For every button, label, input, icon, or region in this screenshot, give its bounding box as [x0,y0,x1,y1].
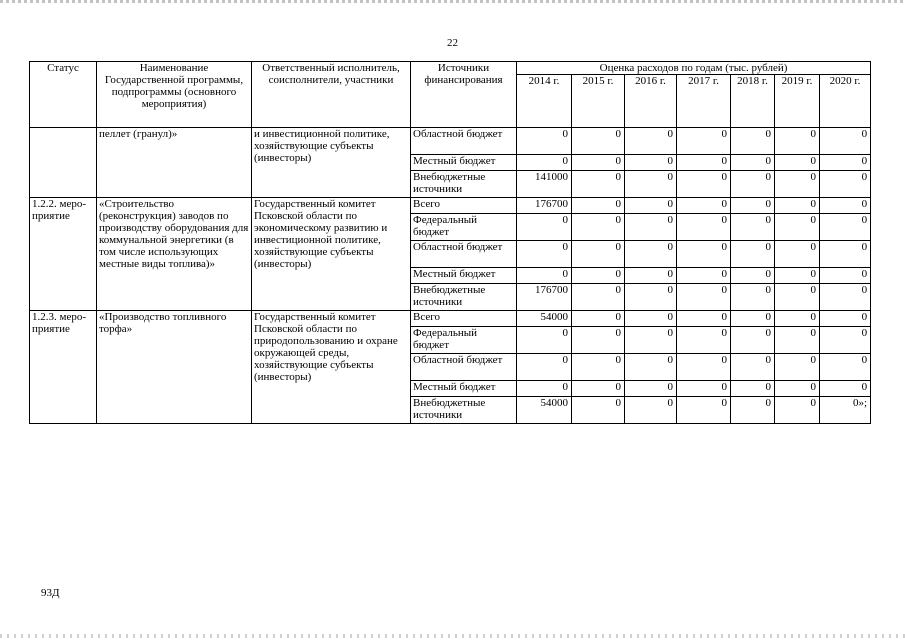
source-cell: Внебюджетные источники [411,397,517,424]
header-year: 2020 г. [820,75,871,128]
value-cell: 0 [820,381,871,397]
source-cell: Внебюджетные источники [411,284,517,311]
executor-cell: Государственный комитет Псковской области по экономическому развитию и инвестиционной политике, хозяйствующие субъекты (инвесторы) [252,198,411,311]
footer-code: 93Д [41,587,60,599]
header-expenses: Оценка расходов по годам (тыс. рублей) [517,62,871,75]
value-cell: 0 [731,214,775,241]
value-cell: 0 [677,128,731,155]
value-cell: 0 [517,354,572,381]
value-cell: 0 [517,241,572,268]
value-cell: 0 [625,381,677,397]
value-cell: 0 [625,284,677,311]
value-cell: 0 [572,354,625,381]
value-cell: 0 [820,311,871,327]
source-cell: Федеральный бюджет [411,214,517,241]
value-cell: 0 [517,155,572,171]
value-cell: 0 [677,327,731,354]
value-cell: 0 [677,241,731,268]
value-cell: 0 [731,381,775,397]
value-cell: 0 [775,241,820,268]
source-cell: Местный бюджет [411,381,517,397]
header-year: 2019 г. [775,75,820,128]
value-cell: 0 [572,198,625,214]
name-cell: пеллет (гранул)» [97,128,252,198]
value-cell: 0 [517,268,572,284]
value-cell: 0 [820,198,871,214]
value-cell: 0 [677,155,731,171]
value-cell: 0 [820,268,871,284]
value-cell: 0 [572,171,625,198]
value-cell: 0 [572,381,625,397]
value-cell: 0 [731,397,775,424]
value-cell: 0 [731,198,775,214]
table-row [30,311,871,327]
value-cell: 0 [572,155,625,171]
value-cell: 0 [731,327,775,354]
value-cell: 0 [775,155,820,171]
name-cell: «Производство топливного торфа» [97,311,252,424]
value-cell: 0 [775,171,820,198]
value-cell: 0 [775,214,820,241]
source-cell: Областной бюджет [411,354,517,381]
table-row [30,198,871,214]
source-cell: Местный бюджет [411,268,517,284]
value-cell: 0 [677,268,731,284]
value-cell: 0 [625,198,677,214]
value-cell: 0 [572,311,625,327]
value-cell: 0 [820,241,871,268]
value-cell: 0 [820,214,871,241]
value-cell: 0 [731,268,775,284]
value-cell: 0 [677,284,731,311]
value-cell: 141000 [517,171,572,198]
value-cell: 0 [820,128,871,155]
value-cell: 0 [775,397,820,424]
value-cell: 0 [775,128,820,155]
value-cell: 0 [517,327,572,354]
status-cell: 1.2.2. меро-приятие [30,198,97,311]
header-status: Статус [30,62,97,128]
value-cell: 0 [625,128,677,155]
value-cell: 0 [820,155,871,171]
value-cell: 0 [775,327,820,354]
value-cell: 0 [731,241,775,268]
value-cell: 0 [677,354,731,381]
value-cell: 54000 [517,311,572,327]
value-cell: 0 [731,284,775,311]
value-cell: 0 [625,171,677,198]
value-cell: 0 [677,198,731,214]
source-cell: Федеральный бюджет [411,327,517,354]
table-row [30,128,871,155]
value-cell: 0 [775,284,820,311]
value-cell: 0 [625,327,677,354]
value-cell: 0 [625,311,677,327]
value-cell: 0 [775,268,820,284]
value-cell: 0 [775,354,820,381]
header-year: 2014 г. [517,75,572,128]
scan-edge-top [0,0,905,3]
source-cell: Всего [411,311,517,327]
value-cell: 0 [677,214,731,241]
source-cell: Внебюджетные источники [411,171,517,198]
value-cell: 0 [517,214,572,241]
value-cell: 0 [820,171,871,198]
value-cell: 176700 [517,284,572,311]
value-cell: 0 [625,354,677,381]
executor-cell: Государственный комитет Псковской области по природопользованию и охране окружающей среды, хозяйствующие субъекты (инвесторы) [252,311,411,424]
value-cell: 0 [625,241,677,268]
value-cell: 0 [572,397,625,424]
value-cell: 0 [677,381,731,397]
header-sources: Источники финансирования [411,62,517,128]
value-cell: 0 [625,214,677,241]
value-cell: 0 [677,171,731,198]
value-cell: 0 [572,128,625,155]
page-number: 22 [447,37,458,49]
value-cell: 0 [731,128,775,155]
value-cell: 0 [731,311,775,327]
value-cell: 0 [820,354,871,381]
value-cell: 54000 [517,397,572,424]
value-cell: 0 [775,311,820,327]
header-name: Наименование Государственной программы, подпрограммы (основного мероприятия) [97,62,252,128]
value-cell: 0 [820,284,871,311]
status-cell [30,128,97,198]
value-cell: 0 [625,268,677,284]
value-cell: 0 [677,311,731,327]
value-cell: 0 [731,155,775,171]
value-cell: 0 [625,397,677,424]
value-cell: 0 [572,241,625,268]
budget-table [29,61,871,424]
source-cell: Местный бюджет [411,155,517,171]
value-cell: 0 [517,381,572,397]
value-cell: 0 [517,128,572,155]
scan-edge-bottom [0,634,905,638]
value-cell: 0 [731,354,775,381]
value-cell: 0 [572,268,625,284]
value-cell: 0 [572,327,625,354]
value-cell: 0 [572,284,625,311]
source-cell: Областной бюджет [411,128,517,155]
executor-cell: и инвестиционной политике, хозяйствующие субъекты (инвесторы) [252,128,411,198]
header-executor: Ответственный исполнитель, соисполнители, участники [252,62,411,128]
header-year: 2018 г. [731,75,775,128]
header-year: 2015 г. [572,75,625,128]
value-cell: 0 [775,198,820,214]
value-cell: 0 [820,327,871,354]
value-cell: 0 [775,381,820,397]
value-cell: 0 [731,171,775,198]
value-cell: 0 [625,155,677,171]
header-year: 2016 г. [625,75,677,128]
value-cell: 176700 [517,198,572,214]
header-year: 2017 г. [677,75,731,128]
value-cell: 0 [677,397,731,424]
source-cell: Всего [411,198,517,214]
status-cell: 1.2.3. меро-приятие [30,311,97,424]
value-cell: 0 [572,214,625,241]
source-cell: Областной бюджет [411,241,517,268]
name-cell: «Строительство (реконструкция) заводов по производству оборудования для коммунальной энергетики (в том числе использующих местные виды топлива)» [97,198,252,311]
value-cell: 0»; [820,397,871,424]
